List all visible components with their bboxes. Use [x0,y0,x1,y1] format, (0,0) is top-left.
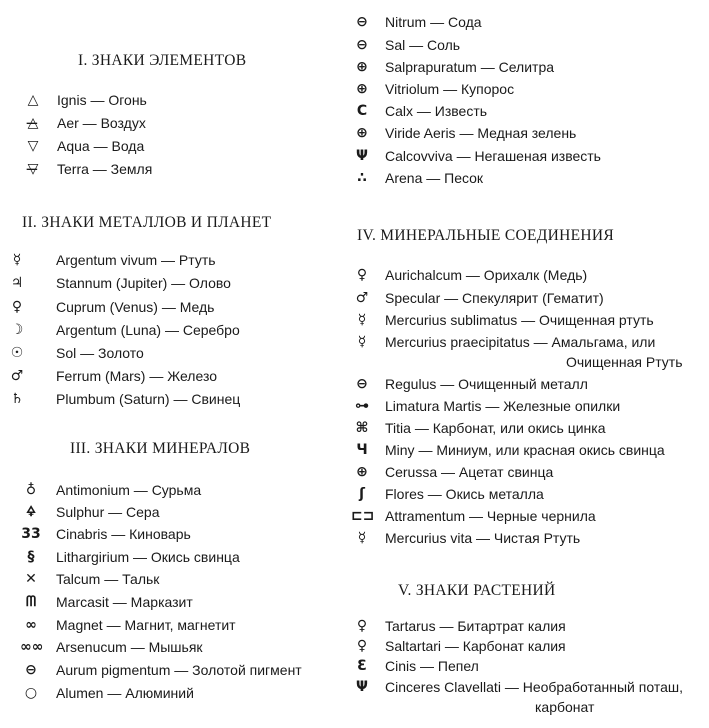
item-text: Sol — Золото [56,345,144,361]
lead-acetate-icon: ⊕ [356,464,368,480]
item-text: Specular — Спекулярит (Гематит) [385,290,604,306]
moon-icon: ☽ [10,322,24,338]
item-text: Calcovviva — Негашеная известь [385,148,601,164]
item-text: Stannum (Jupiter) — Олово [56,275,231,291]
potash-icon: Ψ [356,679,368,695]
tartar-icon: ♀ [356,618,368,634]
mars-icon: ♂ [10,368,24,384]
sun-icon: ☉ [10,345,24,361]
section-title-compounds: IV. МИНЕРАЛЬНЫЕ СОЕДИНЕНИЯ [357,227,614,244]
item-text: Plumbum (Saturn) — Свинец [56,391,241,407]
item-text: Arsenucum — Мышьяк [56,639,203,655]
item-continuation: Очищенная Ртуть [566,354,683,370]
item-text: Talcum — Тальк [56,571,160,587]
sublimed-mercury-icon: ☿ [357,312,367,328]
orpiment-icon: ⊖ [25,662,37,678]
item-text: Sal — Соль [385,37,461,53]
minium-icon: Ч [356,442,368,458]
arsenic-icon: ∞∞ [20,639,44,655]
sand-icon: ∴ [357,170,367,186]
item-text: Ferrum (Mars) — Железо [56,368,217,384]
item-text: Cinis — Пепел [385,658,479,674]
item-continuation: карбонат [535,699,595,715]
earth-triangle-icon: ▽̶ [27,161,39,177]
item-text: Mercurius vita — Чистая Ртуть [385,530,581,546]
item-text: Lithargirium — Окись свинца [56,549,240,565]
item-text: Nitrum — Сода [385,14,482,30]
sulphur-icon: 🜍 [26,504,36,520]
cinnabar-icon: 33 [21,526,41,542]
item-text: Calx — Известь [385,103,488,119]
item-text: Flores — Окись металла [385,486,544,502]
item-text: Mercurius praecipitatus — Амальгама, или [385,334,656,350]
item-text: Arena — Песок [385,170,484,186]
item-text: Titia — Карбонат, или окись цинка [385,420,606,436]
section-title-minerals: III. ЗНАКИ МИНЕРАЛОВ [70,440,251,457]
section-title-metals: II. ЗНАКИ МЕТАЛЛОВ И ПЛАНЕТ [22,214,272,231]
venus-icon: ♀ [11,299,23,315]
item-text: Cuprum (Venus) — Медь [56,299,215,315]
saltpeter-icon: ⊕ [356,59,368,75]
ash-icon: Ɛ [357,658,367,674]
item-text: Antimonium — Сурьма [56,482,202,498]
litharge-icon: § [27,549,35,565]
saturn-icon: ♄ [10,391,24,407]
item-text: Cinabris — Киноварь [56,526,191,542]
item-text: Attramentum — Черные чернила [385,508,596,524]
antimony-icon: ♁ [25,482,37,498]
marcasite-icon: ᗰ [25,594,37,610]
item-text: Magnet — Магнит, магнетит [56,617,236,633]
nitre-icon: ⊖ [356,14,368,30]
orichalcum-icon: ♀ [356,267,368,283]
item-text: Alumen — Алюминий [56,685,194,701]
ink-icon: ⊏⊐ [351,508,375,524]
item-text: Ignis — Огонь [57,92,147,108]
alum-icon: ○ [24,685,38,701]
section-title-elements: I. ЗНАКИ ЭЛЕМЕНТОВ [78,52,247,69]
item-text: Argentum (Luna) — Серебро [56,322,240,338]
air-triangle-icon: △̶ [27,115,39,131]
hematite-icon: ♂ [355,290,369,306]
zinc-oxide-icon: ⌘ [355,420,369,436]
item-text: Cerussa — Ацетат свинца [385,464,554,480]
item-text: Aurichalcum — Орихалк (Медь) [385,267,588,283]
water-triangle-icon: ▽ [27,138,39,154]
iron-filings-icon: ⊶ [355,398,369,414]
item-text: Sulphur — Сера [56,504,160,520]
item-text: Marcasit — Марказит [56,594,193,610]
item-text: Mercurius sublimatus — Очищенная ртуть [385,312,654,328]
jupiter-icon: ♃ [10,275,24,291]
regulus-icon: ⊖ [356,376,368,392]
mercury-icon: ☿ [12,252,22,268]
item-text: Vitriolum — Купорос [385,81,515,97]
verdigris-icon: ⊕ [356,125,368,141]
salt-icon: ⊖ [356,37,368,53]
item-text: Salprapuratum — Селитра [385,59,555,75]
item-text: Regulus — Очищенный металл [385,376,588,392]
magnet-icon: ∞ [25,617,37,633]
pure-mercury-icon: ☿ [357,530,367,546]
vitriol-icon: ⊕ [356,81,368,97]
item-text: Argentum vivum — Ртуть [56,252,216,268]
item-text: Tartarus — Битартрат калия [385,618,566,634]
flowers-icon: ʃ [359,486,365,502]
item-text: Limatura Martis — Железные опилки [385,398,621,414]
fire-triangle-icon: △ [27,92,39,108]
quicklime-icon: Ψ [356,148,368,164]
item-text: Terra — Земля [57,161,153,177]
salt-of-tartar-icon: ♀ [356,638,368,654]
lime-icon: C [356,103,368,119]
item-text: Cinceres Clavellati — Необработанный поташ, [385,679,683,695]
item-text: Aqua — Вода [57,138,145,154]
section-title-plants: V. ЗНАКИ РАСТЕНИЙ [398,582,556,599]
item-text: Viride Aeris — Медная зелень [385,125,577,141]
talc-icon: ✕ [25,571,37,587]
item-text: Saltartari — Карбонат калия [385,638,566,654]
item-text: Aurum pigmentum — Золотой пигмент [56,662,302,678]
item-text: Aer — Воздух [57,115,146,131]
item-text: Miny — Миниум, или красная окись свинца [385,442,665,458]
precipitated-mercury-icon: ☿ [357,334,367,350]
